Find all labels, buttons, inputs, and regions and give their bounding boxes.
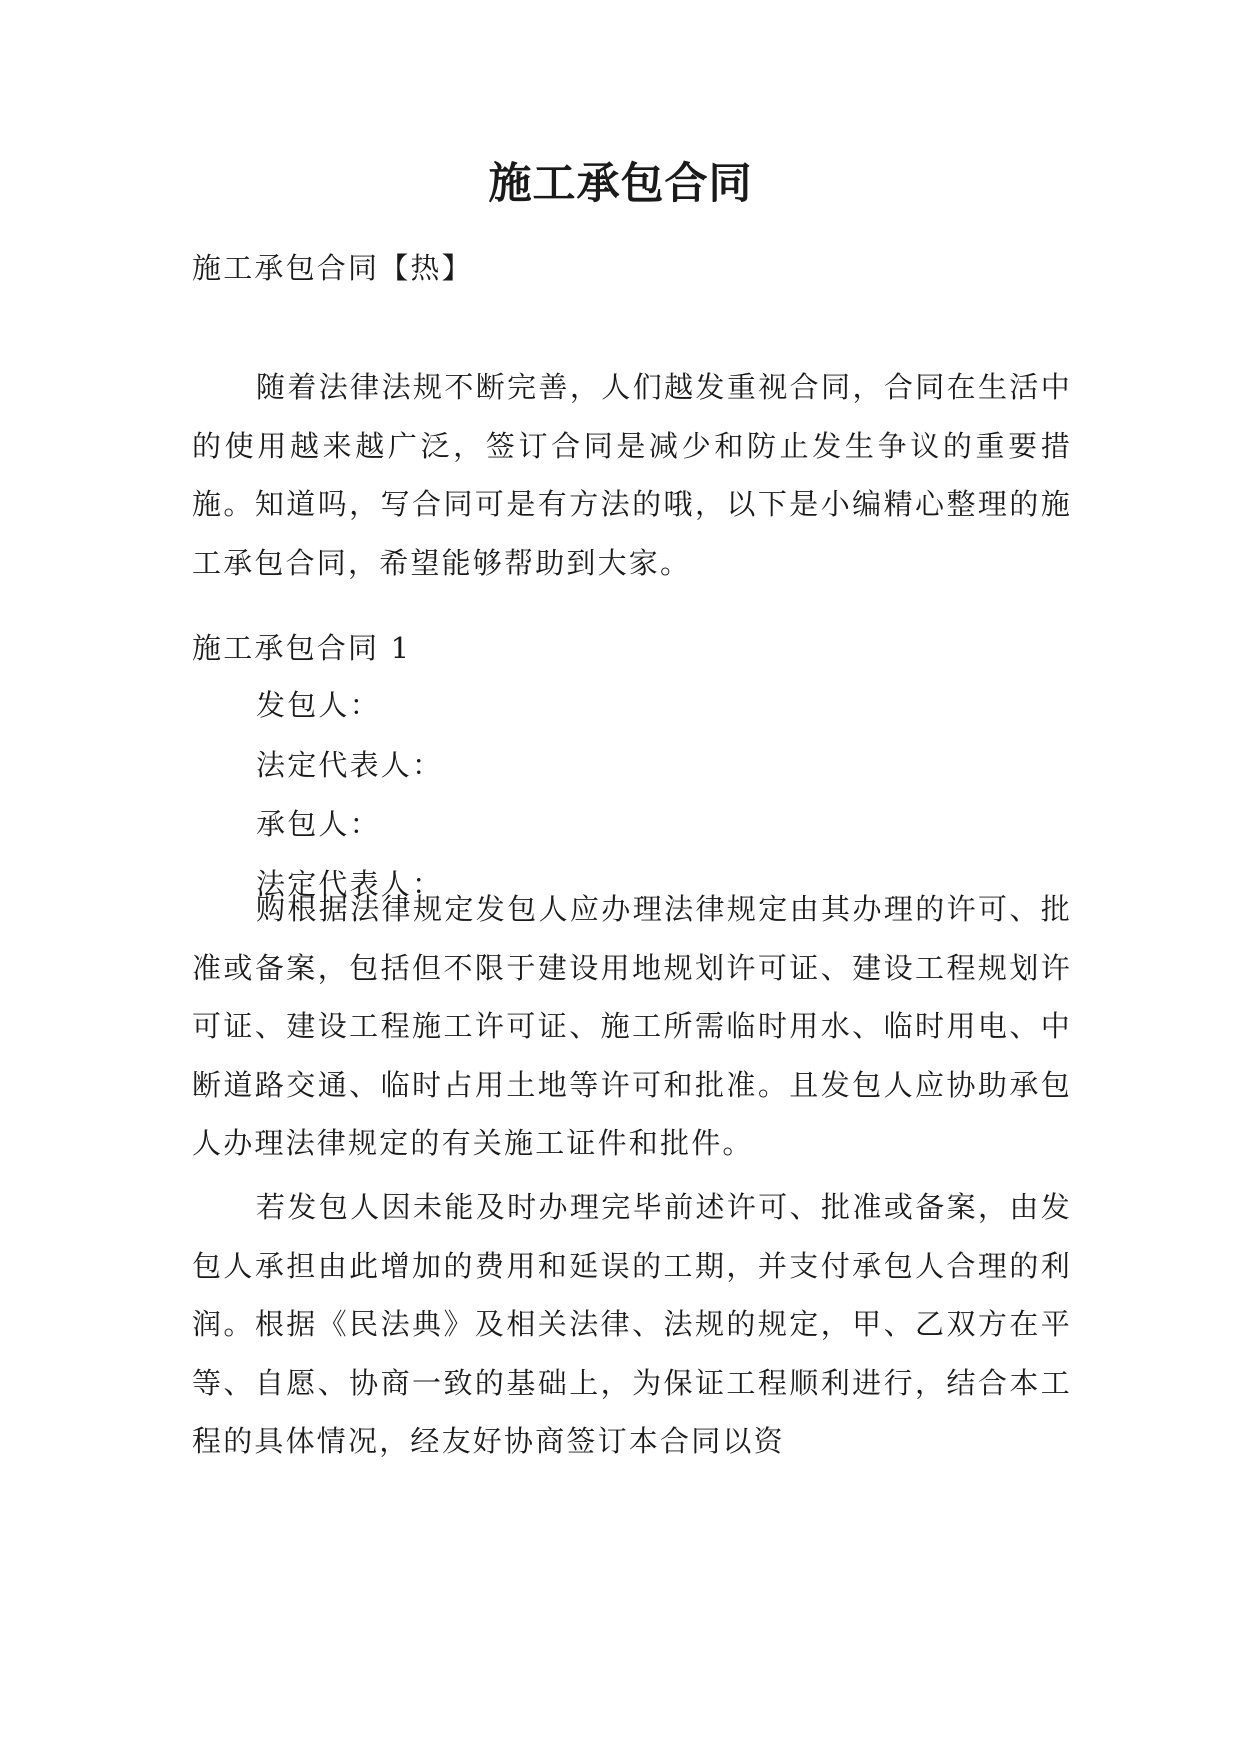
field-contractor: 承包人： xyxy=(256,807,381,841)
body-paragraph: 购根据法律规定发包人应办理法律规定由其办理的许可、批准或备案，包括但不限于建设用地规划许可证、建设工程规划许可证、建设工程施工许可证、施工所需临时用水、临时用电、中断道路交通、临时占用土地等许可和批准。且发包人应协助承包人办理法律规定的有关施工证件和批件。 xyxy=(192,892,1072,1160)
document-title: 施工承包合同 xyxy=(488,159,753,209)
field-employer: 发包人： xyxy=(256,688,381,722)
field-employer-representative: 法定代表人： xyxy=(256,747,444,782)
field-contractor-representative: 法定代表人： xyxy=(256,866,444,901)
body-paragraph: 若发包人因未能及时办理完毕前述许可、批准或备案，由发包人承担由此增加的费用和延误的工期，并支付承包人合理的利润。根据《民法典》及相关法律、法规的规定，甲、乙双方在平等、自愿、协商一致的基础上，为保证工程顺利进行，结合本工程的具体情况，经友好协商签订本合同以资 xyxy=(192,1190,1072,1458)
section-heading: 施工承包合同 1 xyxy=(192,631,412,665)
document-subtitle: 施工承包合同【热】 xyxy=(192,251,473,285)
party-fields xyxy=(192,676,1072,914)
intro-paragraph: 随着法律法规不断完善，人们越发重视合同，合同在生活中的使用越来越广泛，签订合同是减少和防止发生争议的重要措施。知道吗，写合同可是有方法的哦，以下是小编精心整理的施工承包合同，希望能够帮助到大家。 xyxy=(192,370,1072,580)
